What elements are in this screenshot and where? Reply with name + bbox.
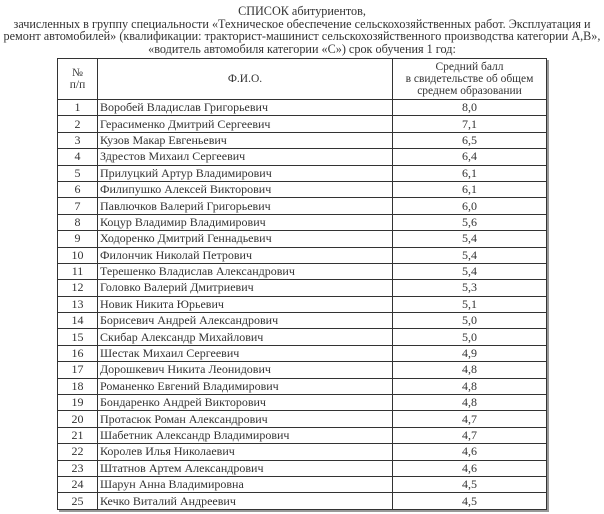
row-score: 5,4 [393,247,547,263]
row-number: 14 [58,313,98,329]
row-name: Коцур Владимир Владимирович [98,214,393,230]
table-row [58,411,547,427]
row-score: 4,7 [393,427,547,443]
row-number: 6 [58,181,98,197]
row-number: 15 [58,329,98,345]
row-name: Шабетник Александр Владимирович [98,427,393,443]
row-score: 4,9 [393,345,547,361]
row-score: 5,4 [393,263,547,279]
table-row [58,231,547,247]
header-text: № [72,67,83,79]
row-number: 3 [58,132,98,148]
row-number: 5 [58,165,98,181]
row-name: Филончик Николай Петрович [98,247,393,263]
column-header-score [393,59,547,100]
table-row [58,378,547,394]
document-header [0,0,604,55]
table-row [58,476,547,492]
row-number: 24 [58,476,98,492]
row-name: Воробей Владислав Григорьевич [98,100,393,116]
row-name: Дорошкевич Никита Леонидович [98,362,393,378]
header-line: зачисленных в группу специальности «Техническое обеспечение сельскохозяйственных работ. Эксплуатация и [13,16,591,31]
row-number: 1 [58,100,98,116]
row-name: Головко Валерий Дмитриевич [98,280,393,296]
row-name: Ходоренко Дмитрий Геннадьевич [98,231,393,247]
table-row [58,329,547,345]
table-header-row [58,59,547,100]
row-number: 18 [58,378,98,394]
table-row [58,444,547,460]
row-name: Прилуцкий Артур Владимирович [98,165,393,181]
row-name: Здрестов Михаил Сергеевич [98,149,393,165]
table-row [58,149,547,165]
row-number: 10 [58,247,98,263]
row-score: 6,5 [393,132,547,148]
row-name: Кечко Виталий Андреевич [98,493,393,509]
table-row [58,493,547,509]
table-row [58,165,547,181]
row-score: 6,0 [393,198,547,214]
header-text: Средний балл [435,61,504,73]
row-score: 6,1 [393,165,547,181]
row-score: 6,1 [393,181,547,197]
row-name: Борисевич Андрей Александрович [98,313,393,329]
row-score: 7,1 [393,116,547,132]
table-row [58,100,547,116]
table-row [58,116,547,132]
table-row [58,280,547,296]
row-number: 13 [58,296,98,312]
column-header-name: Ф.И.О. [98,59,393,100]
row-name: Павлючков Валерий Григорьевич [98,198,393,214]
row-score: 4,8 [393,395,547,411]
row-number: 9 [58,231,98,247]
row-number: 17 [58,362,98,378]
table-row [58,214,547,230]
row-name: Герасименко Дмитрий Сергеевич [98,116,393,132]
row-score: 4,5 [393,476,547,492]
row-name: Штатнов Артем Александрович [98,460,393,476]
table-row [58,395,547,411]
table-row [58,296,547,312]
row-name: Скибар Александр Михайлович [98,329,393,345]
table-row [58,362,547,378]
row-number: 4 [58,149,98,165]
row-number: 8 [58,214,98,230]
row-score: 4,8 [393,362,547,378]
row-score: 4,8 [393,378,547,394]
header-text: п/п [69,79,86,91]
applicants-table [57,58,547,510]
column-header-number [58,59,98,100]
table-row [58,181,547,197]
row-name: Шарун Анна Владимировна [98,476,393,492]
row-score: 6,4 [393,149,547,165]
row-score: 5,1 [393,296,547,312]
row-name: Бондаренко Андрей Викторович [98,395,393,411]
row-number: 19 [58,395,98,411]
header-line: «водитель автомобиля категории «С») срок обучения 1 год: [148,41,456,56]
row-name: Кузов Макар Евгеньевич [98,132,393,148]
row-name: Шестак Михаил Сергеевич [98,345,393,361]
row-number: 22 [58,444,98,460]
row-name: Филипушко Алексей Викторович [98,181,393,197]
table-row [58,263,547,279]
row-score: 5,3 [393,280,547,296]
row-number: 21 [58,427,98,443]
row-number: 7 [58,198,98,214]
row-number: 25 [58,493,98,509]
row-number: 11 [58,263,98,279]
row-name: Романенко Евгений Владимирович [98,378,393,394]
row-score: 5,0 [393,313,547,329]
row-score: 4,6 [393,460,547,476]
row-number: 23 [58,460,98,476]
table-row [58,132,547,148]
header-text: в свидетельстве об общем [405,73,534,85]
header-text: среднем образовании [417,85,522,97]
row-score: 4,5 [393,493,547,509]
row-number: 20 [58,411,98,427]
table-row [58,427,547,443]
row-number: 16 [58,345,98,361]
row-name: Королев Илья Николаевич [98,444,393,460]
table-row [58,198,547,214]
table-row [58,460,547,476]
row-score: 8,0 [393,100,547,116]
row-score: 4,7 [393,411,547,427]
row-score: 4,6 [393,444,547,460]
row-score: 5,6 [393,214,547,230]
document-title: СПИСОК абитуриентов, [238,4,366,18]
row-name: Терешенко Владислав Александрович [98,263,393,279]
table-row [58,345,547,361]
table-row [58,313,547,329]
row-name: Протасюк Роман Александрович [98,411,393,427]
table-row [58,247,547,263]
row-name: Новик Никита Юрьевич [98,296,393,312]
row-number: 2 [58,116,98,132]
row-number: 12 [58,280,98,296]
row-score: 5,0 [393,329,547,345]
row-score: 5,4 [393,231,547,247]
header-line: ремонт автомобилей» (квалификации: тракторист-машинист сельскохозяйственного производства категории А,В», [3,29,601,44]
